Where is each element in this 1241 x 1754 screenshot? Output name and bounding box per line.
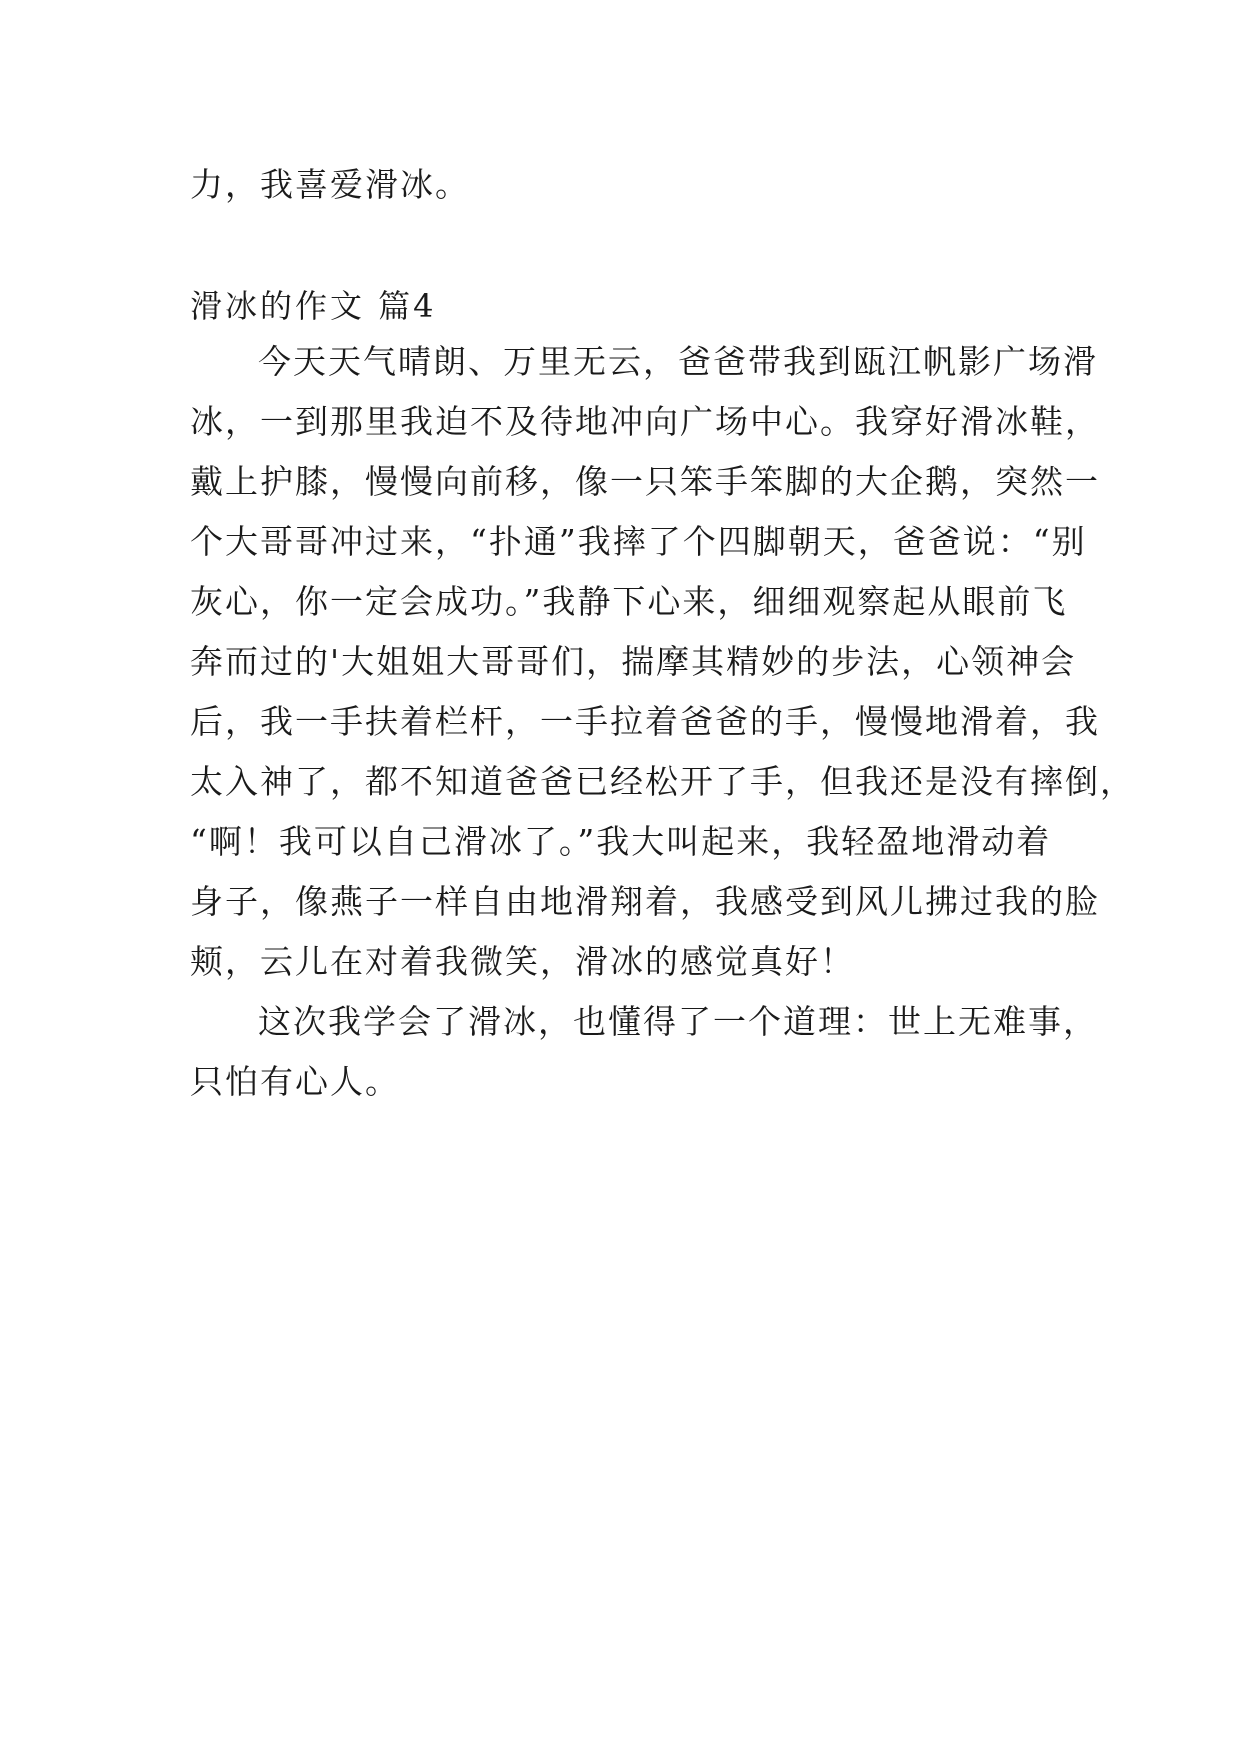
text-line: 颊，云儿在对着我微笑，滑冰的感觉真好！ [190, 942, 855, 981]
text-line: 身子，像燕子一样自由地滑翔着，我感受到风儿拂过我的脸 [190, 882, 1100, 921]
text-line: 力，我喜爱滑冰。 [190, 165, 470, 204]
text-line: 只怕有心人。 [190, 1062, 400, 1101]
section-title: 滑冰的作文 篇4 [190, 287, 437, 325]
paragraph-2 [190, 992, 1098, 1112]
text-line: 这次我学会了滑冰，也懂得了一个道理：世上无难事， [258, 1002, 1098, 1041]
text-line: 个大哥哥冲过来，“扑通”我摔了个四脚朝天，爸爸说：“别 [190, 522, 1087, 561]
paragraph-1 [190, 332, 1135, 992]
essay-body [190, 332, 1135, 1112]
previous-essay-ending [190, 155, 1050, 215]
text-line: 奔而过的'大姐姐大哥哥们，揣摩其精妙的步法，心领神会 [190, 642, 1077, 681]
text-line: 太入神了，都不知道爸爸已经松开了手，但我还是没有摔倒， [190, 762, 1135, 801]
essay-heading [190, 276, 1050, 336]
text-line: 今天天气晴朗、万里无云，爸爸带我到瓯江帆影广场滑 [258, 342, 1098, 381]
text-line: “啊！我可以自己滑冰了。”我大叫起来，我轻盈地滑动着 [190, 822, 1052, 861]
text-line: 冰，一到那里我迫不及待地冲向广场中心。我穿好滑冰鞋， [190, 402, 1100, 441]
text-line: 后，我一手扶着栏杆，一手拉着爸爸的手，慢慢地滑着，我 [190, 702, 1100, 741]
text-line: 灰心，你一定会成功。”我静下心来，细细观察起从眼前飞 [190, 582, 1068, 621]
text-line: 戴上护膝，慢慢向前移，像一只笨手笨脚的大企鹅，突然一 [190, 462, 1100, 501]
